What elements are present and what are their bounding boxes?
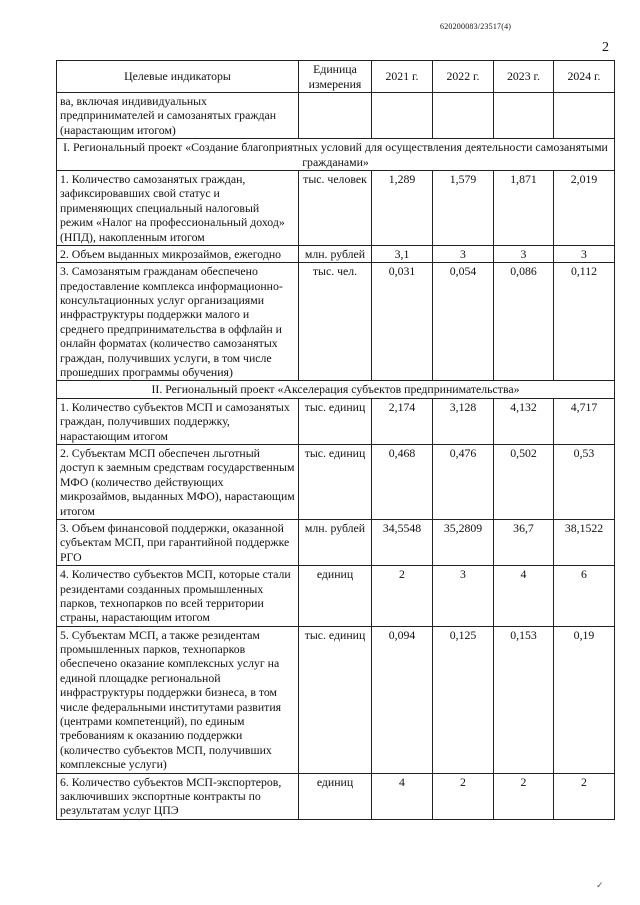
col-header-unit: Единица измерения	[299, 61, 372, 93]
value-2022: 0,054	[433, 263, 494, 381]
indicator-name: 3. Самозанятым гражданам обеспечено предоставление комплекса информационно-консультационных услуг организациями инфраструктуры поддержки малого и среднего предпринимательства в оффлайн и онлайн форматах (количество самозанятых граждан, получивших услуги, в том числе прошедших программы обучения)	[57, 263, 299, 381]
value-2021	[372, 93, 433, 139]
value-2022: 0,125	[433, 626, 494, 773]
page-number: 2	[602, 40, 609, 55]
table-row	[57, 398, 615, 444]
unit-cell: единиц	[299, 773, 372, 819]
indicator-name: 6. Количество субъектов МСП-экспортеров, заключивших экспортные контракты по результатам услуг ЦПЭ	[57, 773, 299, 819]
value-2024: 0,53	[554, 444, 615, 519]
unit-cell: тыс. чел.	[299, 263, 372, 381]
section-row	[57, 381, 615, 398]
value-2021: 34,5548	[372, 519, 433, 565]
corner-mark: ✓	[596, 880, 604, 890]
indicators-table	[56, 60, 615, 820]
table-row	[57, 444, 615, 519]
value-2023	[494, 93, 554, 139]
col-header-2024: 2024 г.	[554, 61, 615, 93]
table-row	[57, 626, 615, 773]
value-2024: 0,19	[554, 626, 615, 773]
value-2023: 36,7	[494, 519, 554, 565]
table-row	[57, 566, 615, 627]
value-2023: 0,086	[494, 263, 554, 381]
unit-cell: тыс. единиц	[299, 398, 372, 444]
value-2022	[433, 93, 494, 139]
value-2024	[554, 93, 615, 139]
indicator-name: 2. Субъектам МСП обеспечен льготный доступ к заемным средствам государственным МФО (количество действующих микрозаймов, выданных МФО), нарастающим итогом	[57, 444, 299, 519]
value-2023: 0,153	[494, 626, 554, 773]
value-2024: 2,019	[554, 170, 615, 245]
indicator-name: 5. Субъектам МСП, а также резидентам промышленных парков, технопарков обеспечено оказание комплексных услуг на единой площадке региональной инфраструктуры поддержки бизнеса, в том числе федеральными институтами развития (центрами компетенций), по единым требованиям к оказанию поддержки (количество субъектов МСП, получивших комплексные услуги)	[57, 626, 299, 773]
value-2021: 0,031	[372, 263, 433, 381]
value-2021: 3,1	[372, 245, 433, 262]
value-2024: 38,1522	[554, 519, 615, 565]
unit-cell: тыс. единиц	[299, 444, 372, 519]
unit-cell: млн. рублей	[299, 519, 372, 565]
indicator-name: 1. Количество субъектов МСП и самозанятых граждан, получивших поддержку, нарастающим итогом	[57, 398, 299, 444]
unit-cell: единиц	[299, 566, 372, 627]
value-2022: 3	[433, 566, 494, 627]
value-2024: 2	[554, 773, 615, 819]
unit-cell: тыс. человек	[299, 170, 372, 245]
document-number: 620200083/23517(4)	[440, 22, 512, 31]
value-2022: 35,2809	[433, 519, 494, 565]
value-2024: 0,112	[554, 263, 615, 381]
section-title: II. Региональный проект «Акселерация субъектов предпринимательства»	[57, 381, 615, 398]
value-2022: 0,476	[433, 444, 494, 519]
indicator-name: 3. Объем финансовой поддержки, оказанной субъектам МСП, при гарантийной поддержке РГО	[57, 519, 299, 565]
indicator-name: 2. Объем выданных микрозаймов, ежегодно	[57, 245, 299, 262]
table-row	[57, 519, 615, 565]
table-body	[57, 93, 615, 820]
table-row	[57, 170, 615, 245]
table-row	[57, 245, 615, 262]
table-row	[57, 773, 615, 819]
value-2023: 3	[494, 245, 554, 262]
value-2021: 2,174	[372, 398, 433, 444]
table-row-continuation	[57, 93, 615, 139]
col-header-2022: 2022 г.	[433, 61, 494, 93]
col-header-2023: 2023 г.	[494, 61, 554, 93]
value-2021: 2	[372, 566, 433, 627]
value-2021: 0,468	[372, 444, 433, 519]
value-2023: 4	[494, 566, 554, 627]
value-2022: 3	[433, 245, 494, 262]
table-row	[57, 263, 615, 381]
indicator-name: ва, включая индивидуальных предпринимателей и самозанятых граждан (нарастающим итогом)	[57, 93, 299, 139]
value-2021: 0,094	[372, 626, 433, 773]
header-row	[57, 61, 615, 93]
value-2022: 1,579	[433, 170, 494, 245]
value-2022: 3,128	[433, 398, 494, 444]
value-2024: 6	[554, 566, 615, 627]
col-header-2021: 2021 г.	[372, 61, 433, 93]
unit-cell	[299, 93, 372, 139]
col-header-indicators: Целевые индикаторы	[57, 61, 299, 93]
value-2024: 3	[554, 245, 615, 262]
value-2023: 0,502	[494, 444, 554, 519]
unit-cell: млн. рублей	[299, 245, 372, 262]
section-row	[57, 139, 615, 171]
section-title: I. Региональный проект «Создание благоприятных условий для осуществления деятельности самозанятыми гражданами»	[57, 139, 615, 171]
value-2024: 4,717	[554, 398, 615, 444]
indicator-name: 1. Количество самозанятых граждан, зафиксировавших свой статус и применяющих специальный налоговый режим «Налог на профессиональный доход» (НПД), накопленным итогом	[57, 170, 299, 245]
value-2022: 2	[433, 773, 494, 819]
indicator-name: 4. Количество субъектов МСП, которые стали резидентами созданных промышленных парков, технопарков по всей территории страны, нарастающим итогом	[57, 566, 299, 627]
value-2023: 1,871	[494, 170, 554, 245]
value-2023: 2	[494, 773, 554, 819]
value-2021: 4	[372, 773, 433, 819]
value-2021: 1,289	[372, 170, 433, 245]
unit-cell: тыс. единиц	[299, 626, 372, 773]
value-2023: 4,132	[494, 398, 554, 444]
